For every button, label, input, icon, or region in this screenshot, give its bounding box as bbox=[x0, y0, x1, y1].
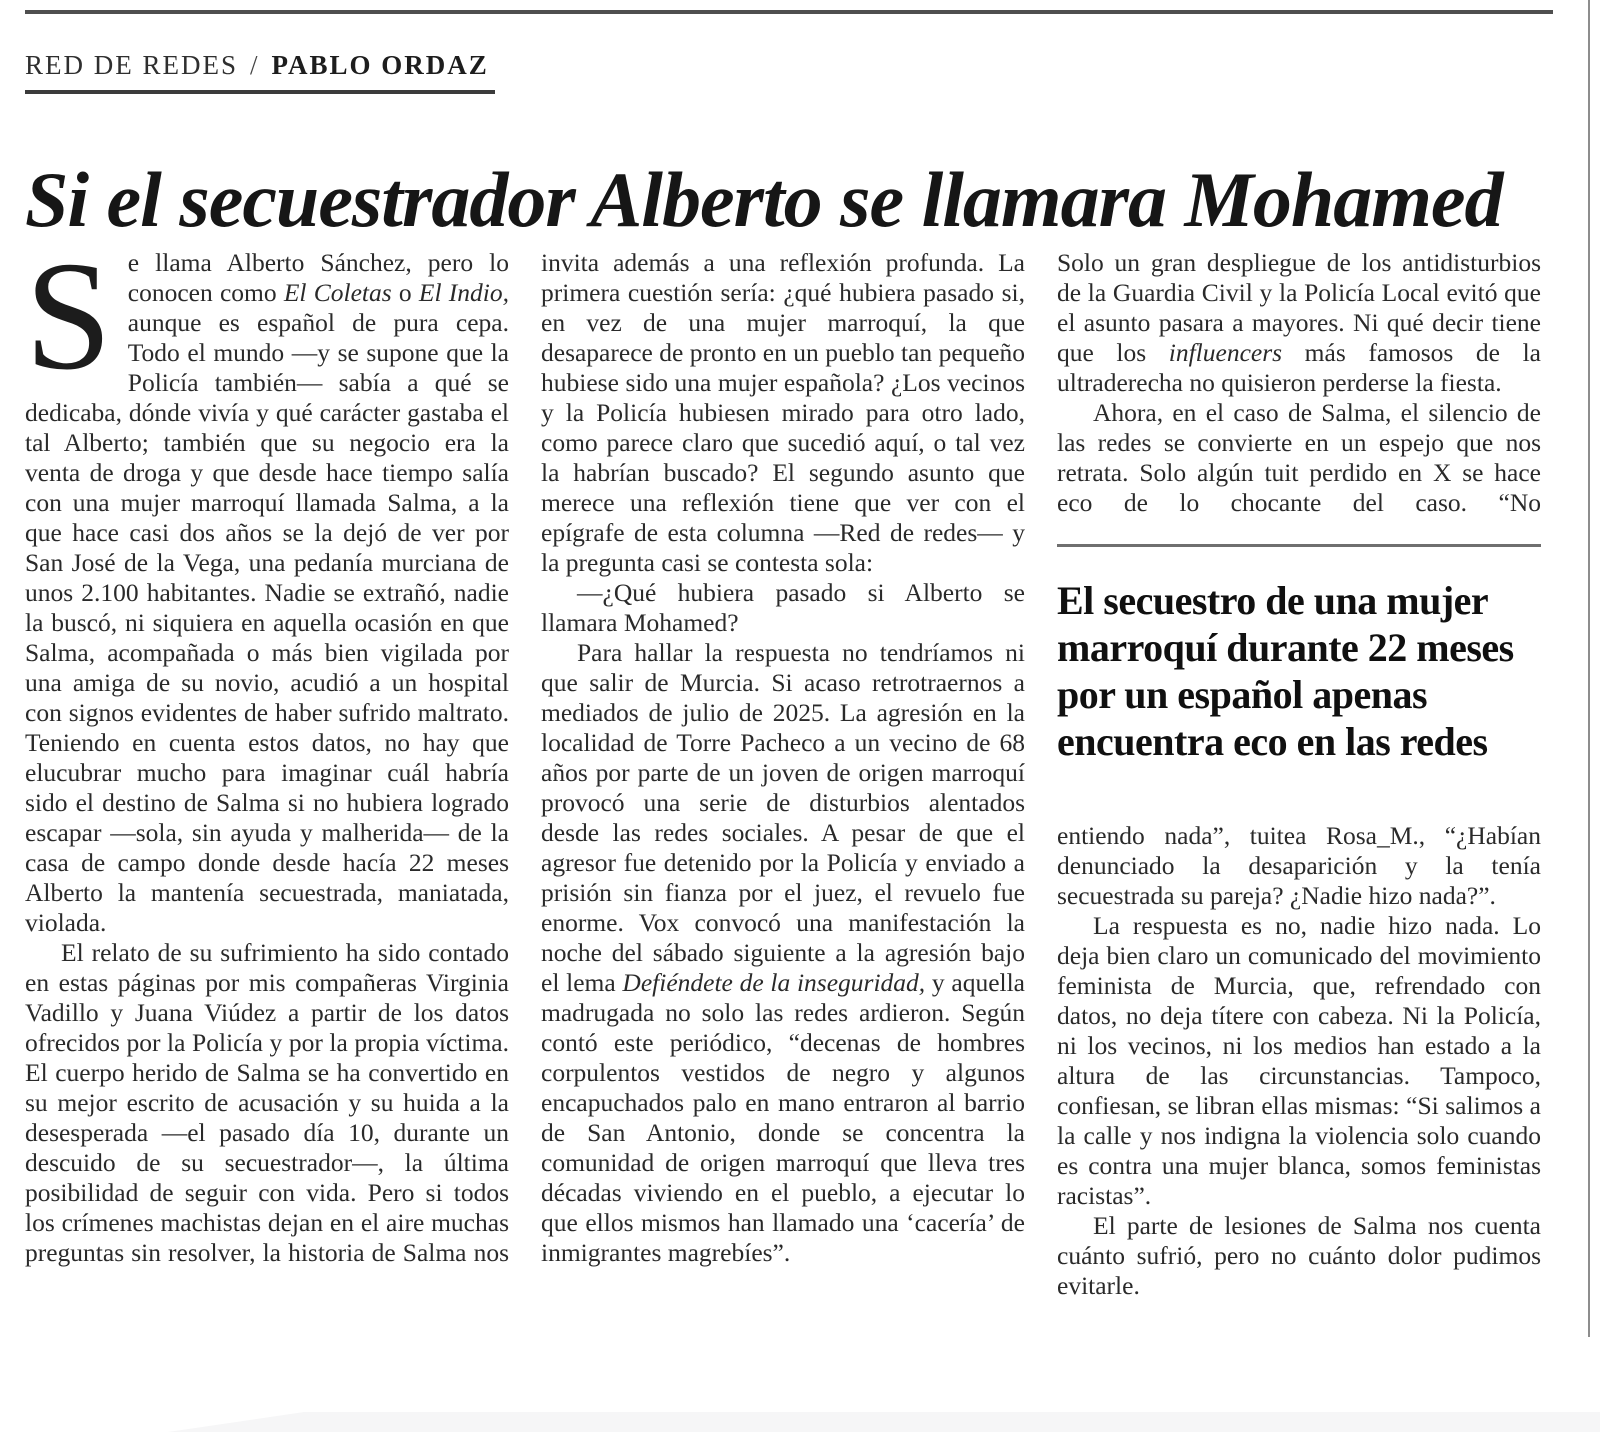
kicker-section-label: RED DE REDES bbox=[25, 50, 238, 80]
top-rule bbox=[25, 10, 1553, 14]
paragraph-text: e llama Alberto Sánchez, pero lo conocen como El Coletas o El Indio, aunque es español de pura cepa. Todo el mundo —y se supone que la Policía también— sabía a qué se dedicaba, dónde vivía y qué carácter gastaba el tal Alberto; también que su negocio era la venta de droga y que desde hace tiempo salía con una mujer marroquí llamada Salma, a la que hace casi dos años se la dejó de ver por San José de la Vega, una pedanía murciana de unos 2.100 habitantes. Nadie se extrañó, nadie la buscó, ni siquiera en aquella ocasión en que Salma, acompañada o más bien vigilada por una amiga de su novio, acudió a un hospital con signos evidentes de haber sufrido maltrato. Teniendo en cuenta estos datos, no hay que elucubrar mucho para imaginar cuál habría sido el destino de Salma si no hubiera logrado escapar —sola, sin ayuda y malherida— de la casa de campo donde desde hacía 22 meses Alberto la mantenía secuestrada, maniatada, violada. bbox=[25, 248, 509, 937]
body-paragraph: —¿Qué hubiera pasado si Alberto se llamara Mohamed? bbox=[541, 578, 1025, 637]
body-paragraph: invita además a una reflexión profunda. La primera cuestión sería: ¿qué hubiera pasado si, en vez de una mujer marroquí, la que desaparece de pronto en un pueblo tan pequeño hubiese sido una mujer española? ¿Los vecinos y la Policía hubiesen mirado para otro lado, como parece claro que sucedió aquí, o tal vez la habrían buscado? El segundo asunto que merece una reflexión tiene que ver con el epígrafe de esta columna —Red de redes— y la pregunta casi se contesta sola: bbox=[541, 248, 1025, 577]
drop-cap: S bbox=[25, 229, 112, 402]
page-bottom-edge bbox=[0, 1412, 1600, 1432]
body-paragraph: La respuesta es no, nadie hizo nada. Lo deja bien claro un comunicado del movimiento feminista de Murcia, que, refrendado con datos, no deja títere con cabeza. Ni la Policía, ni los vecinos, ni los medios han estado a la altura de las circunstancias. Tampoco, confiesan, se libran ellas mismas: “Si salimos a la calle y nos indigna la violencia solo cuando es contra una mujer blanca, somos feministas racistas”. bbox=[1057, 911, 1541, 1210]
kicker-author: PABLO ORDAZ bbox=[271, 50, 489, 80]
body-paragraph bbox=[25, 229, 509, 938]
kicker-separator: / bbox=[250, 50, 260, 80]
body-paragraph: El parte de lesiones de Salma nos cuenta cuánto sufrió, pero no cuánto dolor pudimos evitarle. bbox=[1057, 1211, 1541, 1300]
article-columns bbox=[25, 229, 1541, 1301]
kicker bbox=[25, 50, 495, 94]
body-paragraph: Para hallar la respuesta no tendríamos ni que salir de Murcia. Si acaso retrotraernos a mediados de julio de 2025. La agresión en la localidad de Torre Pacheco a un vecino de 68 años por parte de un joven de origen marroquí provocó una serie de disturbios alentados desde las redes sociales. A pesar de que el agresor fue detenido por la Policía y enviado a prisión sin fianza por el juez, el revuelo fue enorme. Vox convocó una manifestación la noche del sábado siguiente a la agresión bajo el lema Defiéndete de la inseguridad, y aquella madrugada no solo las redes ardieron. Según contó este periódico, “decenas de hombres corpulentos vestidos de negro y algunos encapuchados palo en mano entraron al barrio de San Antonio, donde se concentra la comunidad de origen marroquí que lleva tres décadas viviendo en el pueblo, a ejecutar lo que ellos mismos han llamado una ‘cacería’ de inmigrantes magrebíes”. bbox=[541, 638, 1026, 1267]
body-paragraph: Solo un gran despliegue de los antidisturbios de la Guardia Civil y la Policía Local evitó que el asunto pasara a mayores. Ni qué decir tiene que los influencers más famosos de la ultraderecha no quisieron perderse la fiesta. bbox=[1057, 248, 1541, 397]
column-divider-rule bbox=[1588, 0, 1590, 1337]
body-paragraph: entiendo nada”, tuitea Rosa_M., “¿Habían denunciado la desaparición y la tenía secuestrada su pareja? ¿Nadie hizo nada?”. bbox=[1057, 821, 1541, 910]
body-paragraph: Ahora, en el caso de Salma, el silencio de las redes se convierte en un espejo que nos retrata. Solo algún tuit perdido en X se hace eco de lo chocante del caso. “No bbox=[1057, 398, 1541, 517]
pull-quote: El secuestro de una mujer marroquí durante 22 meses por un español apenas encuentra eco en las redes bbox=[1057, 544, 1541, 765]
column-1 bbox=[25, 229, 509, 1301]
body-paragraph: El relato de su sufrimiento ha sido contado en estas páginas por mis compañeras Virginia Vadillo y Juana Viúdez a partir de los datos ofrecidos por la Policía y por la propia víctima. El cuerpo herido de Salma se ha convertido en su mejor escrito de acusación y su huida a la desesperada —el pasado día 10, durante un descuido de su secuestrador—, la última posibilidad de seguir con vida. Pero si todos los crímenes machistas dejan en el aire muchas preguntas sin resolver, la historia de Salma nos bbox=[25, 938, 509, 1267]
article-headline: Si el secuestrador Alberto se llamara Mohamed bbox=[25, 156, 1503, 244]
column-2 bbox=[541, 248, 1025, 1301]
column-3 bbox=[1057, 248, 1541, 1301]
